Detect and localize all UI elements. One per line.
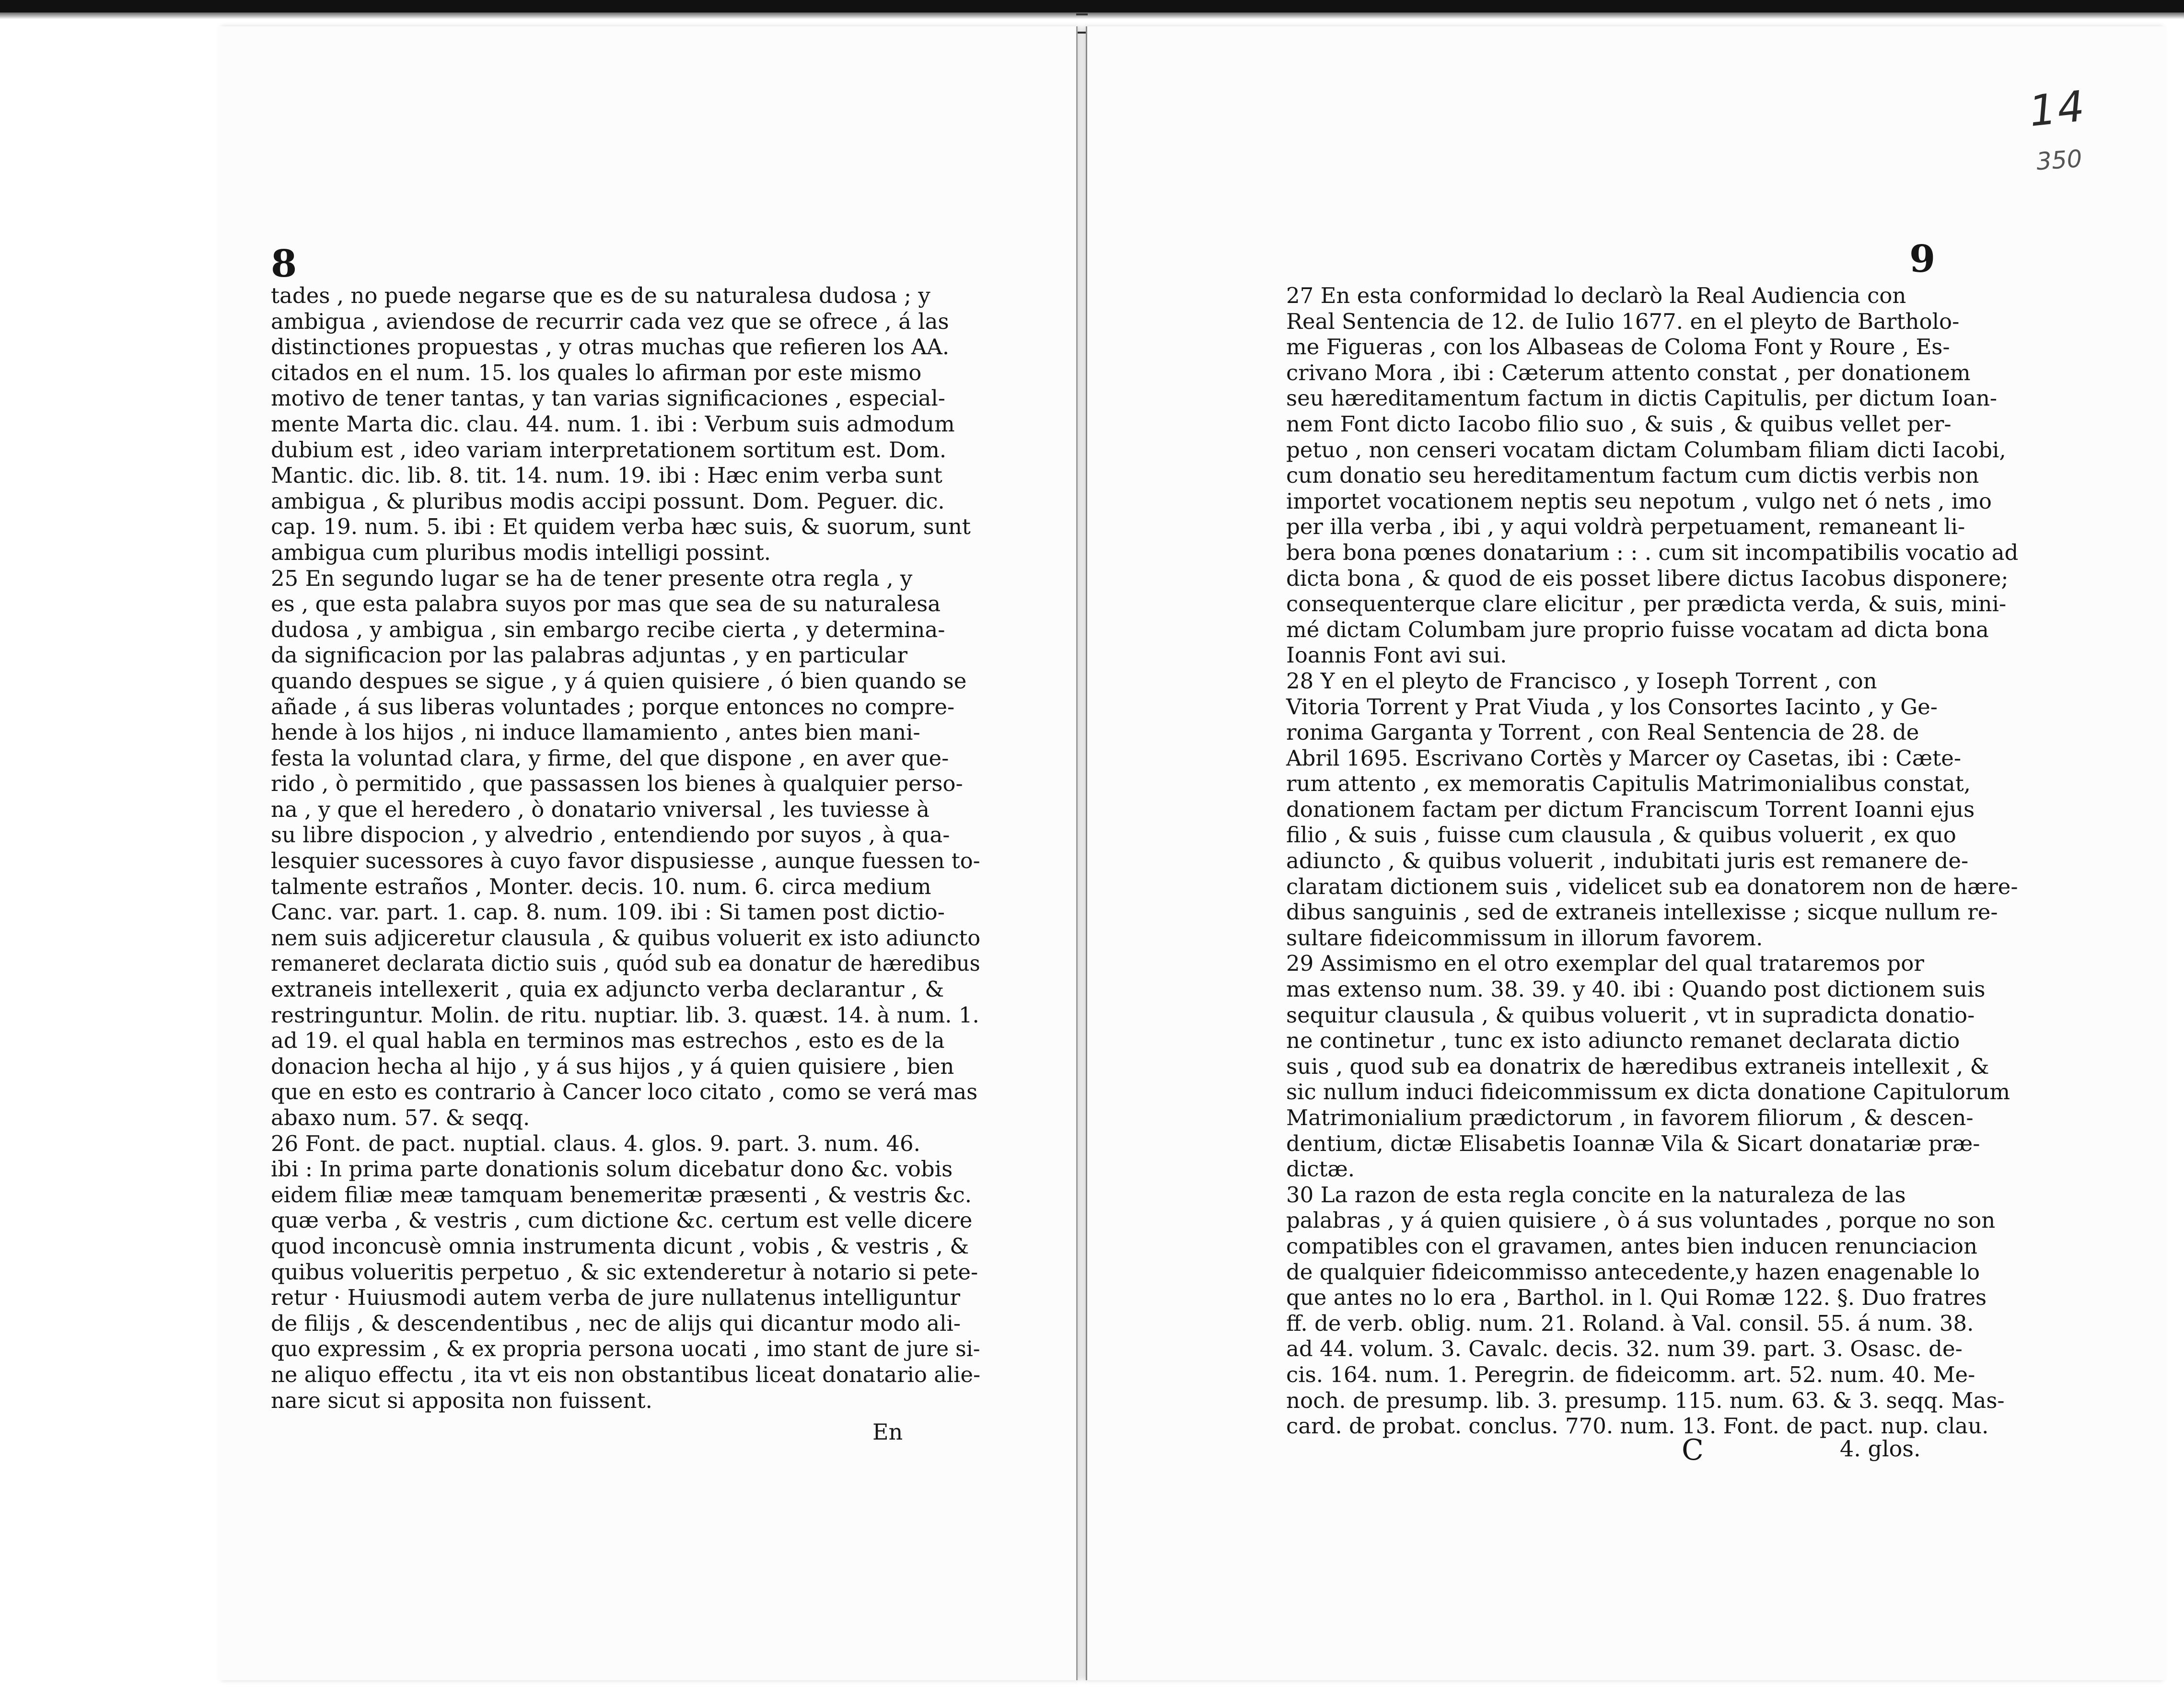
- right-text-line: per illa verba , ibi , y aqui voldrà perpetuament, remaneant li-: [1286, 514, 1965, 540]
- right-text-line: ad 44. volum. 3. Cavalc. decis. 32. num 39. part. 3. Osasc. de-: [1286, 1336, 1963, 1362]
- right-text-line: noch. de presump. lib. 3. presump. 115. num. 63. & 3. seqq. Mas-: [1286, 1387, 2005, 1413]
- left-text-line: de filijs , & descendentibus , nec de alijs qui dicantur modo ali-: [271, 1310, 961, 1336]
- right-text-line: filio , & suis , fuisse cum clausula , & quibus voluerit , ex quo: [1286, 822, 1956, 848]
- left-text-line: mente Marta dic. clau. 44. num. 1. ibi : Verbum suis admodum: [271, 411, 955, 437]
- right-text-line: suis , quod sub ea donatrix de hæredibus extraneis intellexit , &: [1286, 1053, 1989, 1079]
- right-text-line: compatibles con el gravamen, antes bien inducen renunciacion: [1286, 1233, 1977, 1259]
- right-text-line: dibus sanguinis , sed de extraneis intellexisse ; sicque nullum re-: [1286, 899, 1998, 925]
- left-page-body: [271, 283, 980, 1413]
- left-text-line: eidem filiæ meæ tamquam benemeritæ præsenti , & vestris &c.: [271, 1182, 972, 1208]
- left-text-line: motivo de tener tantas, y tan varias significaciones , especial-: [271, 385, 945, 411]
- right-text-line: cum donatio seu hereditamentum factum cum dictis verbis non: [1286, 463, 1979, 488]
- left-text-line: 25 En segundo lugar se ha de tener presente otra regla , y: [271, 565, 913, 591]
- left-text-line: dubium est , ideo variam interpretationem sortitum est. Dom.: [271, 437, 947, 463]
- folio-annotation: 14: [2026, 81, 2089, 136]
- left-text-line: retur · Huiusmodi autem verba de jure nullatenus intelliguntur: [271, 1285, 960, 1311]
- right-text-line: Abril 1695. Escrivano Cortès y Marcer oy Casetas, ibi : Cæte-: [1286, 745, 1962, 771]
- right-text-line: crivano Mora , ibi : Cæterum attento constat , per donationem: [1286, 360, 1971, 385]
- left-text-line: es , que esta palabra suyos por mas que sea de su naturalesa: [271, 591, 941, 617]
- right-text-line: sultare fideicommissum in illorum favorem.: [1286, 925, 1763, 951]
- right-text-line: ff. de verb. oblig. num. 21. Roland. à Val. consil. 55. á num. 38.: [1286, 1310, 1974, 1336]
- right-page-body: [1286, 283, 2063, 1439]
- right-text-line: me Figueras , con los Albaseas de Coloma Font y Roure , Es-: [1286, 334, 1950, 360]
- left-text-line: que en esto es contrario à Cancer loco citato , como se verá mas: [271, 1079, 978, 1105]
- left-text-line: dudosa , y ambigua , sin embargo recibe cierta , y determina-: [271, 616, 945, 642]
- right-text-line: sic nullum induci fideicommissum ex dicta donatione Capitulorum: [1286, 1079, 2010, 1105]
- right-text-line: dictæ.: [1286, 1156, 1355, 1182]
- right-text-line: 27 En esta conformidad lo declarò la Real Audiencia con: [1286, 283, 1906, 308]
- left-text-line: remaneret declarata dictio suis , quód sub ea donatur de hæredibus: [271, 951, 980, 976]
- right-text-line: Matrimonialium prædictorum , in favorem filiorum , & descen-: [1286, 1105, 1974, 1130]
- right-text-line: mé dictam Columbam jure proprio fuisse vocatam ad dicta bona: [1286, 616, 1989, 642]
- left-page: [218, 26, 1078, 1680]
- fold-mark: [1076, 13, 1088, 15]
- left-text-line: abaxo num. 57. & seqq.: [271, 1105, 530, 1130]
- left-text-line: hende à los hijos , ni induce llamamiento , antes bien mani-: [271, 720, 920, 745]
- left-text-line: extraneis intellexerit , quia ex adjuncto verba declarantur , &: [271, 976, 944, 1002]
- left-text-line: ne aliquo effectu , ita vt eis non obstantibus liceat donatario alie-: [271, 1361, 981, 1387]
- right-text-line: consequenterque clare elicitur , per prædicta verda, & suis, mini-: [1286, 591, 2007, 617]
- right-text-line: ronima Garganta y Torrent , con Real Sentencia de 28. de: [1286, 720, 1919, 745]
- scan-top-border: [0, 0, 2184, 12]
- folio-annotation-small: 350: [2035, 144, 2083, 176]
- left-text-line: ambigua , aviendose de recurrir cada vez que se ofrece , á las: [271, 308, 949, 334]
- right-text-line: palabras , y á quien quisiere , ò á sus voluntades , porque no son: [1286, 1208, 1996, 1233]
- left-text-line: na , y que el heredero , ò donatario vniversal , les tuviesse à: [271, 796, 929, 822]
- right-text-line: petuo , non censeri vocatam dictam Columbam filiam dicti Iacobi,: [1286, 437, 2006, 463]
- left-text-line: ad 19. el qual habla en terminos mas estrechos , esto es de la: [271, 1028, 945, 1054]
- left-text-line: talmente estraños , Monter. decis. 10. num. 6. circa medium: [271, 873, 931, 899]
- left-text-line: cap. 19. num. 5. ibi : Et quidem verba hæc suis, & suorum, sunt: [271, 514, 971, 540]
- right-text-line: donationem factam per dictum Franciscum Torrent Ioanni ejus: [1286, 796, 1975, 822]
- right-text-line: rum attento , ex memoratis Capitulis Matrimonialibus constat,: [1286, 771, 1971, 797]
- left-text-line: tades , no puede negarse que es de su naturalesa dudosa ; y: [271, 283, 930, 308]
- left-page-number: 8: [271, 242, 297, 286]
- left-text-line: festa la voluntad clara, y firme, del que dispone , en aver que-: [271, 745, 949, 771]
- left-text-line: distinctiones propuestas , y otras muchas que refieren los AA.: [271, 334, 950, 360]
- left-text-line: ambigua , & pluribus modis accipi possunt. Dom. Peguer. dic.: [271, 488, 945, 514]
- left-text-line: nare sicut si apposita non fuissent.: [271, 1387, 652, 1413]
- right-text-line: adiuncto , & quibus voluerit , indubitati juris est remanere de-: [1286, 848, 1969, 874]
- left-text-line: donacion hecha al hijo , y á sus hijos , y á quien quisiere , bien: [271, 1053, 954, 1079]
- left-catchword: En: [872, 1419, 903, 1445]
- signature-mark: C: [1682, 1433, 1704, 1467]
- left-text-line: quibus volueritis perpetuo , & sic extenderetur à notario si pete-: [271, 1259, 978, 1285]
- right-text-line: card. de probat. conclus. 770. num. 13. Font. de pact. nup. clau.: [1286, 1413, 1989, 1439]
- left-text-line: ambigua cum pluribus modis intelligi possint.: [271, 539, 771, 565]
- right-page-number: 9: [1909, 237, 1936, 281]
- left-text-line: da significacion por las palabras adjuntas , y en particular: [271, 642, 908, 668]
- left-text-line: citados en el num. 15. los quales lo afirman por este mismo: [271, 360, 922, 385]
- right-text-line: dentium, dictæ Elisabetis Ioannæ Vila & Sicart donatariæ præ-: [1286, 1130, 1980, 1156]
- left-text-line: nem suis adjiceretur clausula , & quibus voluerit ex isto adiuncto: [271, 925, 981, 951]
- right-text-line: Real Sentencia de 12. de Iulio 1677. en el pleyto de Bartholo-: [1286, 308, 1960, 334]
- right-text-line: dicta bona , & quod de eis posset libere dictus Iacobus disponere;: [1286, 565, 2009, 591]
- right-text-line: Ioannis Font avi sui.: [1286, 642, 1507, 668]
- left-text-line: añade , á sus liberas voluntades ; porque entonces no compre-: [271, 694, 955, 720]
- right-text-line: 28 Y en el pleyto de Francisco , y Ioseph Torrent , con: [1286, 668, 1877, 694]
- left-text-line: ibi : In prima parte donationis solum dicebatur dono &c. vobis: [271, 1156, 953, 1182]
- left-text-line: quando despues se sigue , y á quien quisiere , ó bien quando se: [271, 668, 967, 694]
- right-text-line: que antes no lo era , Barthol. in l. Qui Romæ 122. §. Duo fratres: [1286, 1285, 1987, 1311]
- right-catchword: 4. glos.: [1840, 1436, 1921, 1462]
- left-text-line: quæ verba , & vestris , cum dictione &c. certum est velle dicere: [271, 1208, 973, 1233]
- right-text-line: ne continetur , tunc ex isto adiuncto remanet declarata dictio: [1286, 1028, 1960, 1054]
- left-text-line: rido , ò permitido , que passassen los bienes à qualquier perso-: [271, 771, 963, 797]
- right-text-line: claratam dictionem suis , videlicet sub ea donatorem non de hære-: [1286, 873, 2018, 899]
- right-text-line: 30 La razon de esta regla concite en la naturaleza de las: [1286, 1182, 1906, 1208]
- left-text-line: 26 Font. de pact. nuptial. claus. 4. glos. 9. part. 3. num. 46.: [271, 1130, 920, 1156]
- left-text-line: su libre dispocion , y alvedrio , entendiendo por suyos , à qua-: [271, 822, 950, 848]
- right-text-line: seu hæreditamentum factum in dictis Capitulis, per dictum Ioan-: [1286, 385, 1998, 411]
- right-text-line: nem Font dicto Iacobo filio suo , & suis , & quibus vellet per-: [1286, 411, 1952, 437]
- right-text-line: cis. 164. num. 1. Peregrin. de fideicomm. art. 52. num. 40. Me-: [1286, 1361, 1975, 1387]
- left-text-line: Canc. var. part. 1. cap. 8. num. 109. ibi : Si tamen post dictio-: [271, 899, 945, 925]
- right-text-line: Vitoria Torrent y Prat Viuda , y los Consortes Iacinto , y Ge-: [1286, 694, 1938, 720]
- left-text-line: lesquier sucessores à cuyo favor dispusiesse , aunque fuessen to-: [271, 848, 980, 874]
- right-page: [1086, 26, 2166, 1680]
- right-text-line: 29 Assimismo en el otro exemplar del qual trataremos por: [1286, 951, 1924, 976]
- left-text-line: restringuntur. Molin. de ritu. nuptiar. lib. 3. quæst. 14. à num. 1.: [271, 1002, 979, 1028]
- scan-top-shadow: [0, 12, 2184, 19]
- left-text-line: Mantic. dic. lib. 8. tit. 14. num. 19. ibi : Hæc enim verba sunt: [271, 463, 942, 488]
- right-text-line: de qualquier fideicommisso antecedente,y hazen enagenable lo: [1286, 1259, 1980, 1285]
- left-text-line: quod inconcusè omnia instrumenta dicunt , vobis , & vestris , &: [271, 1233, 969, 1259]
- right-text-line: sequitur clausula , & quibus voluerit , vt in supradicta donatio-: [1286, 1002, 1975, 1028]
- left-text-line: quo expressim , & ex propria persona uocati , imo stant de jure si-: [271, 1336, 980, 1362]
- right-text-line: bera bona pœnes donatarium : : . cum sit incompatibilis vocatio ad: [1286, 539, 2019, 565]
- right-text-line: mas extenso num. 38. 39. y 40. ibi : Quando post dictionem suis: [1286, 976, 1986, 1002]
- right-text-line: importet vocationem neptis seu nepotum , vulgo net ó nets , imo: [1286, 488, 1992, 514]
